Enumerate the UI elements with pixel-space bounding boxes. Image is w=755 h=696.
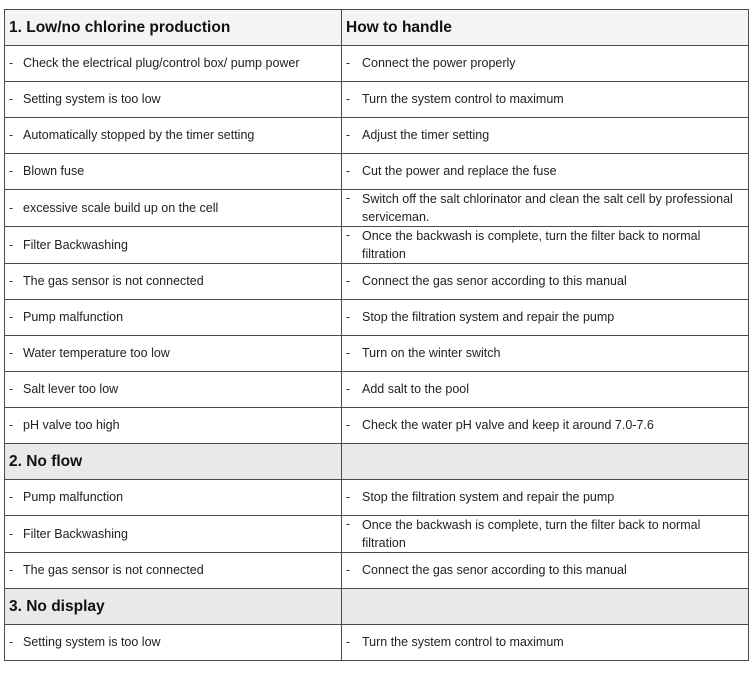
problem-text: The gas sensor is not connected xyxy=(23,563,204,577)
problem-text: Pump malfunction xyxy=(23,310,124,324)
bullet-dash: - xyxy=(9,346,14,360)
problem-text: The gas sensor is not connected xyxy=(23,274,204,288)
problem-cell xyxy=(5,480,342,516)
solution-content xyxy=(346,381,744,398)
solution-text: Once the backwash is complete, turn the filter back to normal filtration xyxy=(362,518,701,550)
problem-text: Water temperature too low xyxy=(23,346,170,360)
problem-cell xyxy=(5,516,342,553)
troubleshooting-table xyxy=(4,9,749,661)
solution-text: Turn on the winter switch xyxy=(362,346,501,360)
problem-cell xyxy=(5,300,342,336)
troubleshooting-table-body xyxy=(5,10,749,661)
problem-content xyxy=(9,55,337,72)
table-row xyxy=(5,46,749,82)
problem-content xyxy=(9,634,337,651)
problem-text: pH valve too high xyxy=(23,418,120,432)
solution-content xyxy=(346,127,744,144)
table-row xyxy=(5,190,749,227)
solution-content xyxy=(346,190,744,226)
problem-text: Blown fuse xyxy=(23,164,85,178)
solution-content xyxy=(346,345,744,362)
problem-content xyxy=(9,417,337,434)
solution-cell xyxy=(342,625,749,661)
solution-content xyxy=(346,562,744,579)
solution-text: Turn the system control to maximum xyxy=(362,92,564,106)
bullet-dash: - xyxy=(346,228,351,242)
bullet-dash: - xyxy=(346,517,351,531)
solution-text: Check the water pH valve and keep it around 7.0-7.6 xyxy=(362,418,654,432)
solution-content xyxy=(346,634,744,651)
solution-cell xyxy=(342,190,749,227)
problem-cell xyxy=(5,336,342,372)
problem-text: Setting system is too low xyxy=(23,635,161,649)
table-row xyxy=(5,553,749,589)
problem-text: Check the electrical plug/control box/ pump power xyxy=(23,56,300,70)
solution-text: Connect the gas senor according to this manual xyxy=(362,274,627,288)
problem-content xyxy=(9,489,337,506)
bullet-dash: - xyxy=(9,635,14,649)
table-row xyxy=(5,300,749,336)
problem-content xyxy=(9,237,337,254)
solution-text: Add salt to the pool xyxy=(362,382,470,396)
table-row xyxy=(5,480,749,516)
bullet-dash: - xyxy=(9,200,14,215)
solution-cell xyxy=(342,408,749,444)
section-right-header: How to handle xyxy=(342,10,749,46)
problem-cell xyxy=(5,154,342,190)
problem-cell xyxy=(5,82,342,118)
table-row xyxy=(5,154,749,190)
bullet-dash: - xyxy=(346,92,351,106)
problem-text: Filter Backwashing xyxy=(23,526,128,541)
problem-content xyxy=(9,381,337,398)
bullet-dash: - xyxy=(346,563,351,577)
bullet-dash: - xyxy=(9,310,14,324)
bullet-dash: - xyxy=(9,92,14,106)
solution-cell xyxy=(342,480,749,516)
solution-cell xyxy=(342,516,749,553)
problem-cell xyxy=(5,625,342,661)
table-row xyxy=(5,227,749,264)
bullet-dash: - xyxy=(346,274,351,288)
section-title: 3. No display xyxy=(5,589,342,625)
solution-cell xyxy=(342,553,749,589)
solution-content xyxy=(346,417,744,434)
section-header-row xyxy=(5,589,749,625)
solution-cell xyxy=(342,264,749,300)
bullet-dash: - xyxy=(346,128,351,142)
problem-content xyxy=(9,345,337,362)
bullet-dash: - xyxy=(346,346,351,360)
solution-content xyxy=(346,91,744,108)
problem-cell xyxy=(5,190,342,227)
solution-text: Turn the system control to maximum xyxy=(362,635,564,649)
bullet-dash: - xyxy=(346,310,351,324)
table-row xyxy=(5,264,749,300)
solution-content xyxy=(346,55,744,72)
table-row xyxy=(5,372,749,408)
problem-cell xyxy=(5,118,342,154)
solution-text: Connect the power properly xyxy=(362,56,516,70)
solution-cell xyxy=(342,118,749,154)
bullet-dash: - xyxy=(9,128,14,142)
table-row xyxy=(5,516,749,553)
bullet-dash: - xyxy=(346,418,351,432)
problem-text: Setting system is too low xyxy=(23,92,161,106)
solution-text: Cut the power and replace the fuse xyxy=(362,164,557,178)
section-right-header xyxy=(342,444,749,480)
problem-content xyxy=(9,309,337,326)
solution-content xyxy=(346,516,744,552)
problem-text: Salt lever too low xyxy=(23,382,119,396)
section-right-header xyxy=(342,589,749,625)
problem-content xyxy=(9,127,337,144)
problem-text: Automatically stopped by the timer setting xyxy=(23,128,255,142)
section-title: 2. No flow xyxy=(5,444,342,480)
solution-cell xyxy=(342,46,749,82)
problem-content xyxy=(9,91,337,108)
bullet-dash: - xyxy=(9,56,14,70)
section-title: 1. Low/no chlorine production xyxy=(5,10,342,46)
table-row xyxy=(5,408,749,444)
bullet-dash: - xyxy=(9,237,14,252)
bullet-dash: - xyxy=(9,164,14,178)
problem-content xyxy=(9,273,337,290)
solution-text: Stop the filtration system and repair the pump xyxy=(362,310,615,324)
bullet-dash: - xyxy=(346,164,351,178)
bullet-dash: - xyxy=(9,274,14,288)
solution-content xyxy=(346,163,744,180)
solution-content xyxy=(346,273,744,290)
bullet-dash: - xyxy=(346,490,351,504)
problem-cell xyxy=(5,408,342,444)
bullet-dash: - xyxy=(9,418,14,432)
bullet-dash: - xyxy=(346,56,351,70)
solution-content xyxy=(346,309,744,326)
problem-content xyxy=(9,562,337,579)
problem-content xyxy=(9,200,337,217)
problem-cell xyxy=(5,372,342,408)
solution-text: Connect the gas senor according to this manual xyxy=(362,563,627,577)
problem-text: Pump malfunction xyxy=(23,490,124,504)
solution-cell xyxy=(342,300,749,336)
bullet-dash: - xyxy=(9,382,14,396)
problem-cell xyxy=(5,264,342,300)
section-header-row xyxy=(5,444,749,480)
solution-cell xyxy=(342,372,749,408)
solution-text: Adjust the timer setting xyxy=(362,128,490,142)
solution-content xyxy=(346,489,744,506)
problem-content xyxy=(9,526,337,543)
problem-text: Filter Backwashing xyxy=(23,237,128,252)
bullet-dash: - xyxy=(346,635,351,649)
solution-cell xyxy=(342,154,749,190)
table-row xyxy=(5,118,749,154)
solution-content xyxy=(346,227,744,263)
solution-text: Switch off the salt chlorinator and clean the salt cell by professional serviceman. xyxy=(362,192,733,224)
problem-cell xyxy=(5,553,342,589)
problem-cell xyxy=(5,227,342,264)
problem-content xyxy=(9,163,337,180)
solution-cell xyxy=(342,82,749,118)
bullet-dash: - xyxy=(346,382,351,396)
bullet-dash: - xyxy=(9,563,14,577)
section-header-row xyxy=(5,10,749,46)
solution-text: Once the backwash is complete, turn the filter back to normal filtration xyxy=(362,229,701,261)
problem-text: excessive scale build up on the cell xyxy=(23,200,219,215)
table-row xyxy=(5,82,749,118)
solution-cell xyxy=(342,227,749,264)
bullet-dash: - xyxy=(346,191,351,205)
bullet-dash: - xyxy=(9,490,14,504)
table-row xyxy=(5,625,749,661)
bullet-dash: - xyxy=(9,526,14,541)
problem-cell xyxy=(5,46,342,82)
solution-text: Stop the filtration system and repair the pump xyxy=(362,490,615,504)
table-row xyxy=(5,336,749,372)
solution-cell xyxy=(342,336,749,372)
